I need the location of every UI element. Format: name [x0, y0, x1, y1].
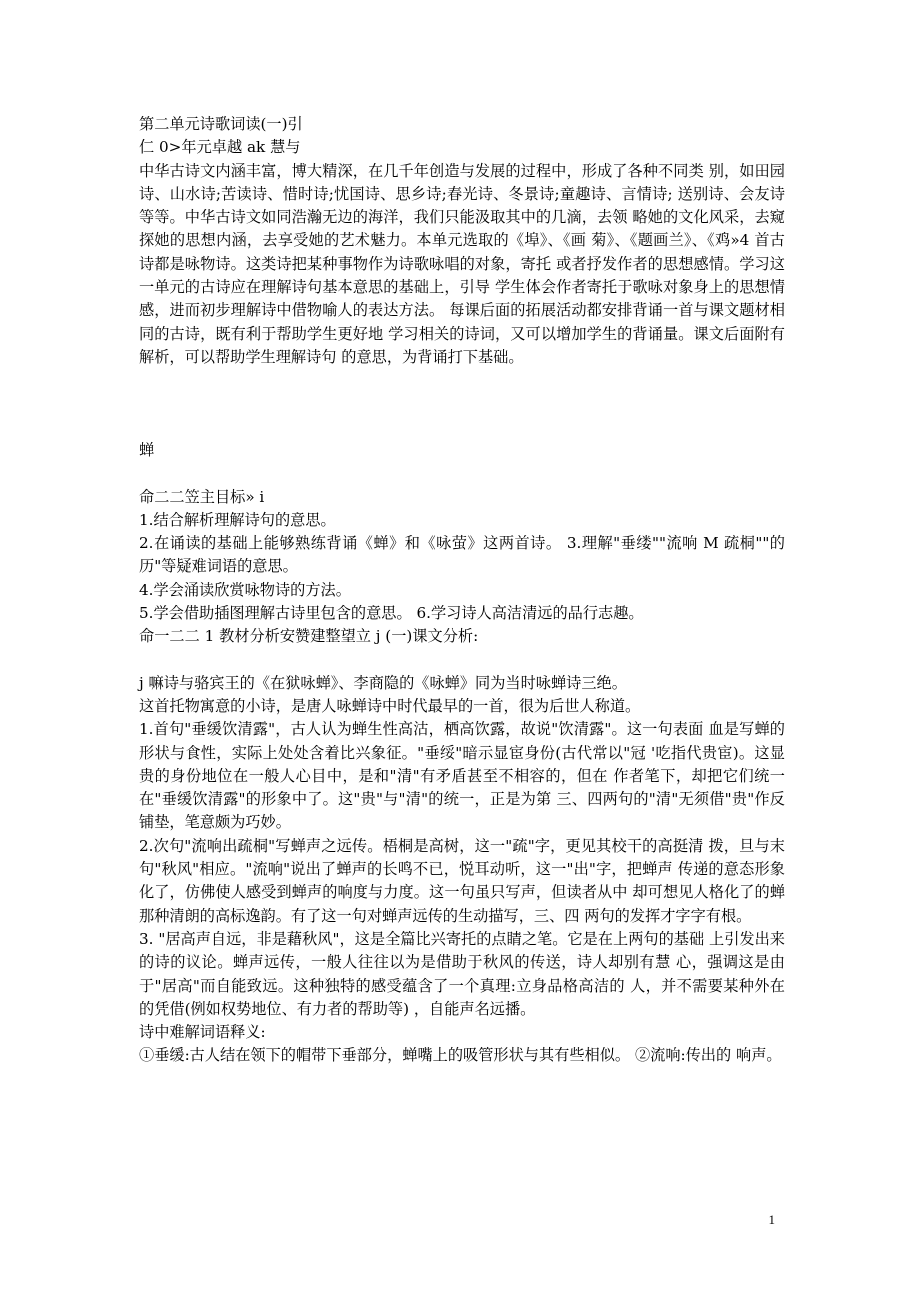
goal-item: 1.结合解析理解诗句的意思。	[139, 510, 336, 529]
intro-paragraph: 中华古诗文内涵丰富，博大精深，在几千年创造与发展的过程中，形成了各种不同类 别，如田园诗、山水诗;苦读诗、惜时诗;忧国诗、思乡诗;春光诗、冬景诗;童趣诗、言情诗; 送别诗、会友诗等等。中华古诗文如同浩瀚无边的海洋，我们只能汲取其中的几滴，去领 略她的文化风采，去窥探她的思想内涵，去享受她的艺术魅力。本单元选取的《埠》、《画 菊》、《题画兰》、《鸡»4 首古诗都是咏物诗。这类诗把某种事物作为诗歌咏唱的对象，寄托 或者抒发作者的思想感情。学习这一单元的古诗应在理解诗句基本意思的基础上，引导 学生体会作者寄托于歌咏对象身上的思想情感，进而初步理解诗中借物喻人的表达方法。 每课后面的拓展活动都安排背诵一首与课文题材相同的古诗，既有利于帮助学生更好地 学习相关的诗词，又可以增加学生的背诵量。课文后面附有解析，可以帮助学生理解诗句 的意思，为背诵打下基础。	[139, 161, 785, 366]
subtitle-line: 仁 0>年元卓越 ak 慧与	[139, 138, 301, 157]
analysis-point: 3. "居高声自远，非是藉秋风"，这是全篇比兴寄托的点睛之笔。它是在上两句的基础 上引发出来的诗的议论。蝉声远传，一般人往往以为是借助于秋风的传送，诗人却别有慧 心，强调这是由于"居高"而自能致远。这种独特的感受蕴含了一个真理:立身品格高洁的 人，并不需要某种外在的凭借(例如权势地位、有力者的帮助等) ，自能声名远播。	[139, 929, 785, 1018]
goal-item: 5.学会借助插图理解古诗里包含的意思。 6.学习诗人高洁清远的品行志趣。	[139, 604, 644, 623]
analysis-paragraph: j 嘛诗与骆宾王的《在狱咏蝉》、李商隐的《咏蝉》同为当时咏蝉诗三绝。	[139, 673, 627, 692]
spacer	[139, 369, 785, 439]
goal-item: 4.学会涌读欣赏咏物诗的方法。	[139, 580, 351, 599]
goals-heading: 命二二笠主目标» i	[139, 487, 265, 506]
analysis-heading: 命一二二 1 教材分析安赞建整望立 j (一)课文分析:	[139, 627, 479, 646]
unit-title: 第二单元诗歌词读(一)引	[139, 115, 303, 133]
lesson-title: 蝉	[139, 441, 155, 460]
analysis-point: 1.首句"垂缓饮清露"，古人认为蝉生性高沽，栖高饮露，故说"饮清露"。这一句表面 血是写蝉的形状与食性，实际上处处含着比兴象征。"垂绥"暗示显宦身份(古代常以"冠 '吃指代贵宦)。这显贵的身份地位在一般人心目中，是和"清"有矛盾甚至不相容的，但在 作者笔下，却把它们统一在"垂缓饮清露"的形象中了。这"贵"与"清"的统一，正是为第 三、四两句的"清"无须借"贵"作反铺垫，笔意颇为巧妙。	[139, 720, 785, 832]
analysis-point: 2.次句"流响出疏桐"写蝉声之远传。梧桐是高树，这一"疏"字，更见其校干的高挺清 拨，旦与末句"秋风"相应。"流响"说出了蝉声的长鸣不已，悦耳动听，这一"出"字，把蝉声 传递的意态形象化了，仿佛使人感受到蝉声的响度与力度。这一句虽只写声，但读者从中 却可想见人格化了的蝉那种清朗的高标逸韵。有了这一句对蝉声远传的生动描写，三、四 两句的发挥才字字有根。	[139, 836, 785, 925]
spacer	[139, 649, 785, 672]
glossary-heading: 诗中难解词语释义:	[139, 1023, 266, 1042]
spacer	[139, 463, 785, 486]
document-body	[139, 113, 785, 1068]
glossary-item: ①垂缓:古人结在领下的帽带下垂部分，蝉嘴上的吸管形状与其有些相似。 ②流响:传出的 响声。	[139, 1046, 782, 1065]
page-number: 1	[768, 1212, 775, 1227]
goal-item: 2.在诵读的基础上能够熟练背诵《蝉》和《咏萤》这两首诗。 3.理解"垂缕""流响 M 疏桐""的历"等疑难词语的意思。	[139, 534, 785, 576]
analysis-paragraph: 这首托物寓意的小诗，是唐人咏蝉诗中时代最早的一首，很为后世人称道。	[139, 696, 641, 715]
